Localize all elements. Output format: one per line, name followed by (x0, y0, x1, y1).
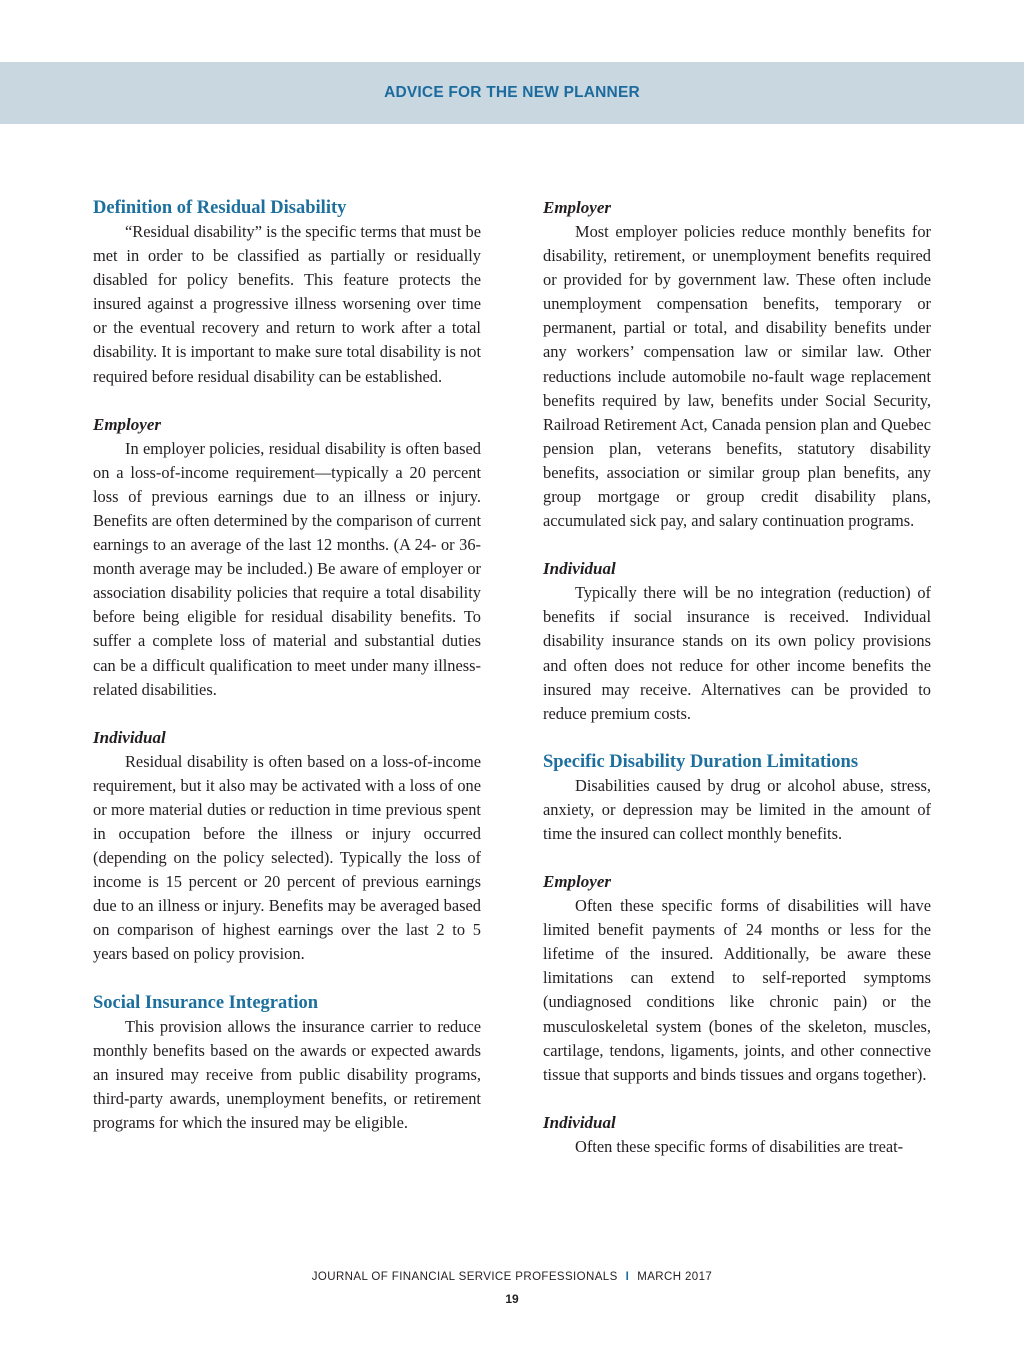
subhead-individual: Individual (93, 727, 166, 747)
footer-date: MARCH 2017 (637, 1271, 713, 1283)
paragraph-residual-definition: “Residual disability” is the specific terms that must be met in order to be classified as partially or residually disabled for policy benefits. This feature protects the insured against a progressive illness worsening over time or the eventual recovery and return to work after a total disability. It is important to make sure total disability is not required before residual disability can be established. (93, 222, 481, 386)
subhead-individual: Individual (543, 1112, 616, 1132)
paragraph-social-employer: Most employer policies reduce monthly benefits for disability, retirement, or unemployment benefits required or provided for by government law. These often include unemployment compensation benefits, temporary or permanent, partial or total, and disability benefits under any workers’ compensation law or similar law. Other reductions include automobile no-fault wage replacement benefits required by law, benefits under Social Security, Railroad Retirement Act, Canada pension plan and Quebec pension plan, veterans benefits, statutory disability benefits, association or similar group plan benefits, any group mortgage or group credit disability plans, accumulated sick pay, and salary continuation programs. (543, 222, 931, 531)
subhead-employer: Employer (543, 198, 611, 217)
subhead-employer: Employer (93, 414, 161, 434)
section-header-title: ADVICE FOR THE NEW PLANNER (384, 84, 640, 101)
footer (0, 1271, 1024, 1283)
footer-separator: I (625, 1271, 630, 1283)
paragraph-residual-individual: Residual disability is often based on a loss-of-income requirement, but it also may be activated with a loss of one or more material duties or reduction in time previous spent in occupation before the illness or injury occurred (depending on the policy selected). Typically the loss of income is 15 percent or 20 percent of previous earnings due to an illness or injury. Benefits may be averaged based on comparison of highest earnings over the last 2 to 5 years based on policy provision. (93, 751, 481, 964)
right-column (543, 196, 931, 1159)
heading-definition-residual-disability: Definition of Residual Disability (93, 198, 347, 218)
heading-social-insurance-integration: Social Insurance Integration (93, 992, 319, 1013)
footer-journal-name: JOURNAL OF FINANCIAL SERVICE PROFESSIONALS (311, 1271, 618, 1283)
header-band (0, 62, 1024, 124)
paragraph-duration-employer: Often these specific forms of disabilities will have limited benefit payments of 24 months or less for the lifetime of the insured. Additionally, be aware these limitations can extend to self-reported symptoms (undiagnosed conditions like chronic pain) or the musculoskeletal system (bones of the skeleton, muscles, cartilage, tendons, ligaments, joints, and other connective tissue that supports and binds tissues and organs together). (543, 896, 931, 1084)
heading-specific-disability-duration: Specific Disability Duration Limitations (543, 751, 859, 772)
paragraph-residual-employer: In employer policies, residual disability is often based on a loss-of-income requirement—typically a 20 percent loss of previous earnings due to an illness or injury. Benefits are often determined by the comparison of current earnings to an average of the last 12 months. (A 24- or 36-month average may be included.) Be aware of employer or association disability policies that require a total disability before being eligible for residual disability benefits. To suffer a complete loss of material and substantial duties can be a difficult qualification to meet under many illness-related disabilities. (93, 438, 481, 699)
subhead-individual: Individual (543, 559, 616, 579)
paragraph-social-insurance: This provision allows the insurance carrier to reduce monthly benefits based on the awards or expected awards an insured may receive from public disability programs, third-party awards, unemployment benefits, or retirement programs for which the insured may be eligible. (93, 1016, 481, 1132)
left-column (93, 196, 481, 1135)
paragraph-duration-limitations: Disabilities caused by drug or alcohol abuse, stress, anxiety, or depression may be limited in the amount of time the insured can collect monthly benefits. (543, 775, 931, 843)
paragraph-social-individual: Typically there will be no integration (reduction) of benefits if social insurance is received. Individual disability insurance stands on its own policy provisions and often does not reduce for other income benefits the insured may receive. Alternatives can be provided to reduce premium costs. (543, 583, 931, 723)
subhead-employer: Employer (543, 872, 611, 892)
page-number: 19 (505, 1292, 519, 1306)
paragraph-duration-individual: Often these specific forms of disabilities are treat- (575, 1136, 904, 1156)
